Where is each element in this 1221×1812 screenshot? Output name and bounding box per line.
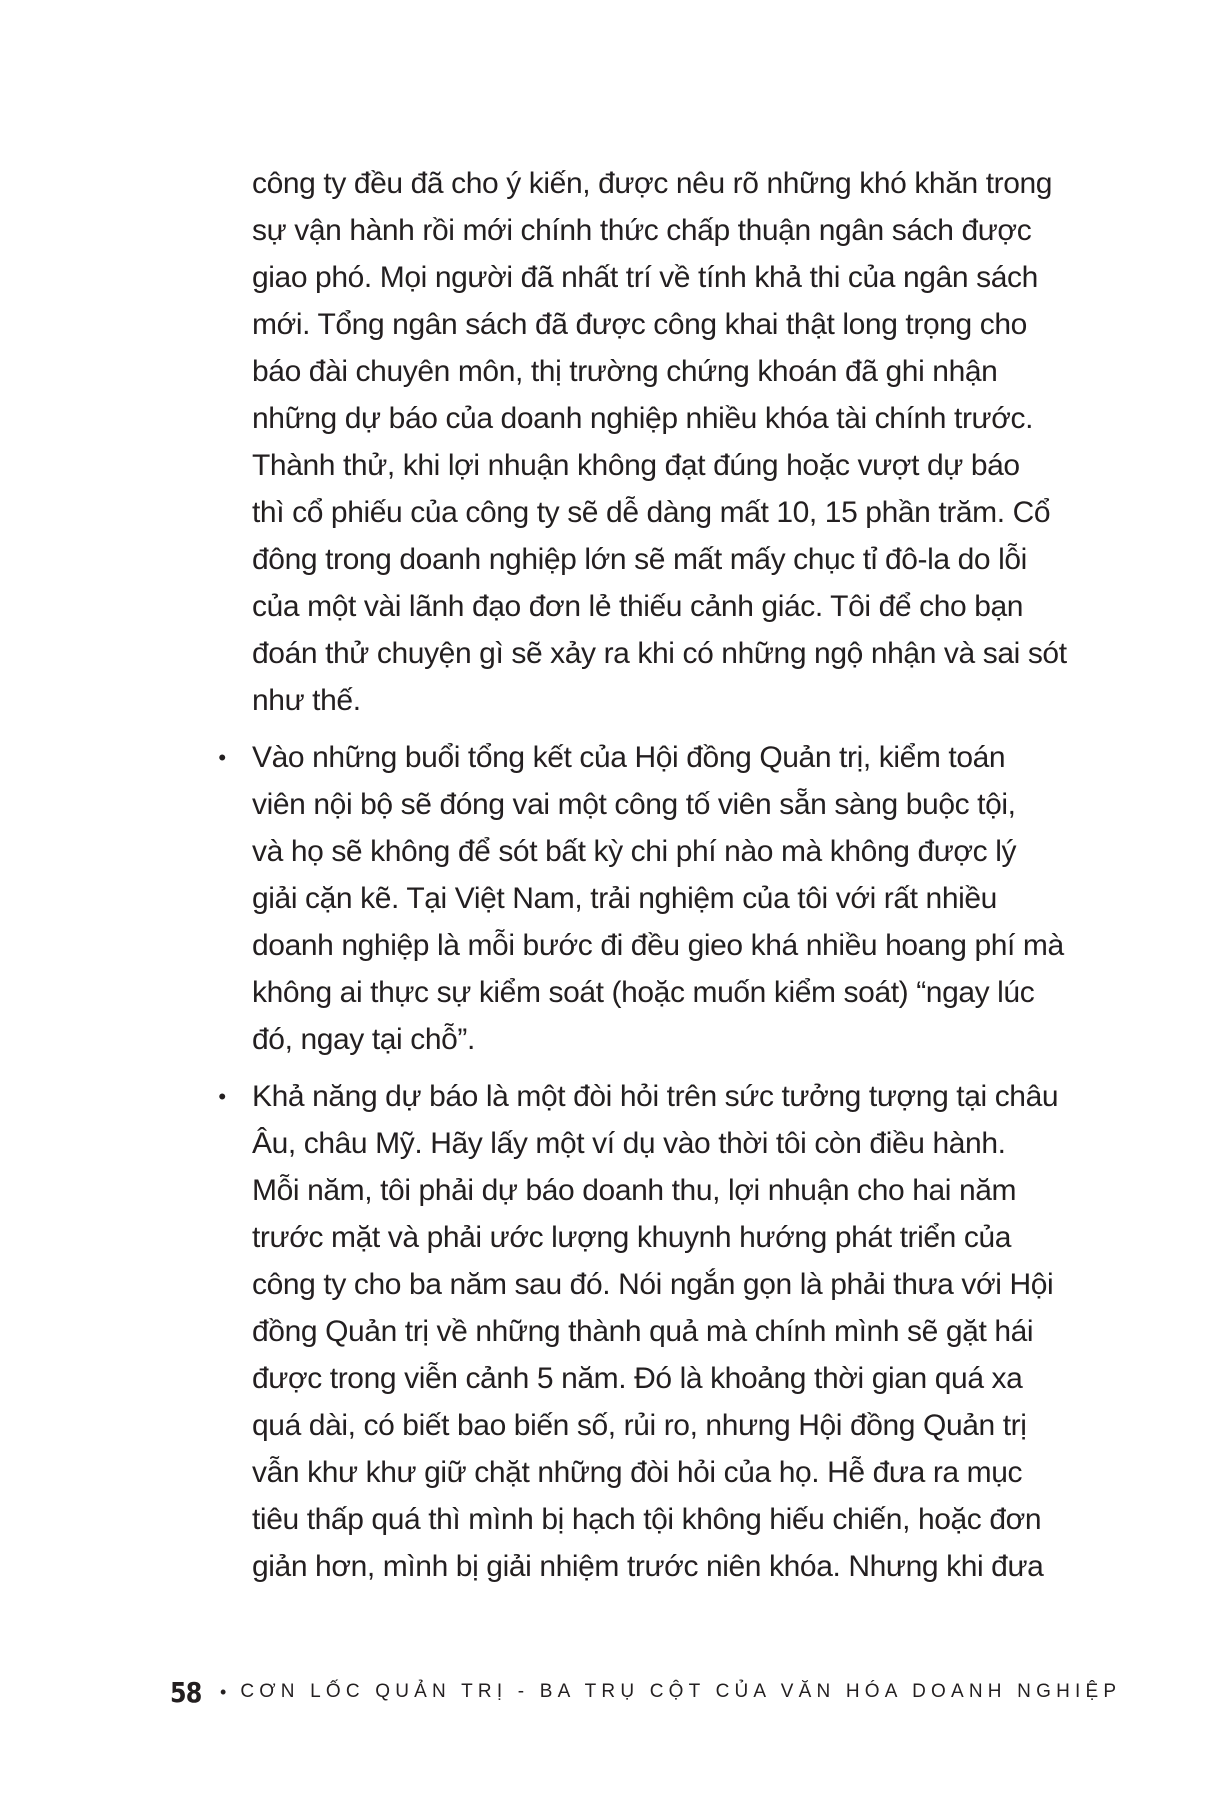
text-line: trước mặt và phải ước lượng khuynh hướng phát triển của (252, 1221, 1012, 1254)
text-line: của một vài lãnh đạo đơn lẻ thiếu cảnh giác. Tôi để cho bạn (252, 590, 1024, 623)
text-line: những dự báo của doanh nghiệp nhiều khóa tài chính trước. (252, 402, 1034, 435)
text-line: đồng Quản trị về những thành quả mà chính mình sẽ gặt hái (252, 1315, 1034, 1348)
text-line: công ty đều đã cho ý kiến, được nêu rõ những khó khăn trong (252, 167, 1053, 200)
text-line: viên nội bộ sẽ đóng vai một công tố viên sẵn sàng buộc tội, (252, 788, 1016, 821)
running-book-title: CƠN LỐC QUẢN TRỊ - BA TRỤ CỘT CỦA VĂN HÓA DOANH NGHIỆP (240, 1681, 1122, 1702)
text-line: và họ sẽ không để sót bất kỳ chi phí nào mà không được lý (252, 835, 1017, 868)
text-line: đông trong doanh nghiệp lớn sẽ mất mấy chục tỉ đô-la do lỗi (252, 543, 1027, 576)
text-line: Âu, châu Mỹ. Hãy lấy một ví dụ vào thời tôi còn điều hành. (252, 1127, 1006, 1160)
text-line: sự vận hành rồi mới chính thức chấp thuận ngân sách được (252, 214, 1032, 247)
text-line: Mỗi năm, tôi phải dự báo doanh thu, lợi nhuận cho hai năm (252, 1174, 1017, 1207)
text-line: Thành thử, khi lợi nhuận không đạt đúng hoặc vượt dự báo (252, 449, 1020, 482)
text-line: đoán thử chuyện gì sẽ xảy ra khi có những ngộ nhận và sai sót (252, 637, 1067, 670)
text-line: báo đài chuyên môn, thị trường chứng khoán đã ghi nhận (252, 355, 998, 388)
text-line: đó, ngay tại chỗ”. (252, 1023, 475, 1056)
body-text (218, 160, 1067, 1600)
text-line: không ai thực sự kiểm soát (hoặc muốn kiểm soát) “ngay lúc (252, 976, 1035, 1009)
text-line: Vào những buổi tổng kết của Hội đồng Quản trị, kiểm toán (252, 741, 1006, 774)
text-line: thì cổ phiếu của công ty sẽ dễ dàng mất 10, 15 phần trăm. Cổ (252, 496, 1051, 529)
text-line: được trong viễn cảnh 5 năm. Đó là khoảng thời gian quá xa (252, 1362, 1023, 1395)
text-line: giản hơn, mình bị giải nhiệm trước niên khóa. Nhưng khi đưa (252, 1550, 1044, 1583)
text-line: công ty cho ba năm sau đó. Nói ngắn gọn là phải thưa với Hội (252, 1268, 1054, 1301)
text-line: quá dài, có biết bao biến số, rủi ro, nhưng Hội đồng Quản trị (252, 1409, 1027, 1442)
text-line: vẫn khư khư giữ chặt những đòi hỏi của họ. Hễ đưa ra mục (252, 1456, 1023, 1489)
text-line: mới. Tổng ngân sách đã được công khai thật long trọng cho (252, 308, 1027, 341)
text-line: doanh nghiệp là mỗi bước đi đều gieo khá nhiều hoang phí mà (252, 929, 1064, 962)
text-line: như thế. (252, 684, 361, 717)
text-line: giao phó. Mọi người đã nhất trí về tính khả thi của ngân sách (252, 261, 1038, 294)
page-number: 58 (170, 1675, 202, 1709)
intro-paragraph (252, 160, 1067, 724)
text-line: Khả năng dự báo là một đòi hỏi trên sức tưởng tượng tại châu (252, 1080, 1059, 1113)
bullet-icon: • (218, 745, 226, 770)
footer-separator-dot: • (220, 1682, 227, 1702)
bullet-item-forecast (218, 1073, 1059, 1590)
text-line: giải cặn kẽ. Tại Việt Nam, trải nghiệm của tôi với rất nhiều (252, 882, 997, 915)
page-footer (170, 1672, 1121, 1712)
text-line: tiêu thấp quá thì mình bị hạch tội không hiếu chiến, hoặc đơn (252, 1503, 1042, 1536)
bullet-icon: • (218, 1084, 226, 1109)
bullet-item-audit (218, 734, 1064, 1063)
